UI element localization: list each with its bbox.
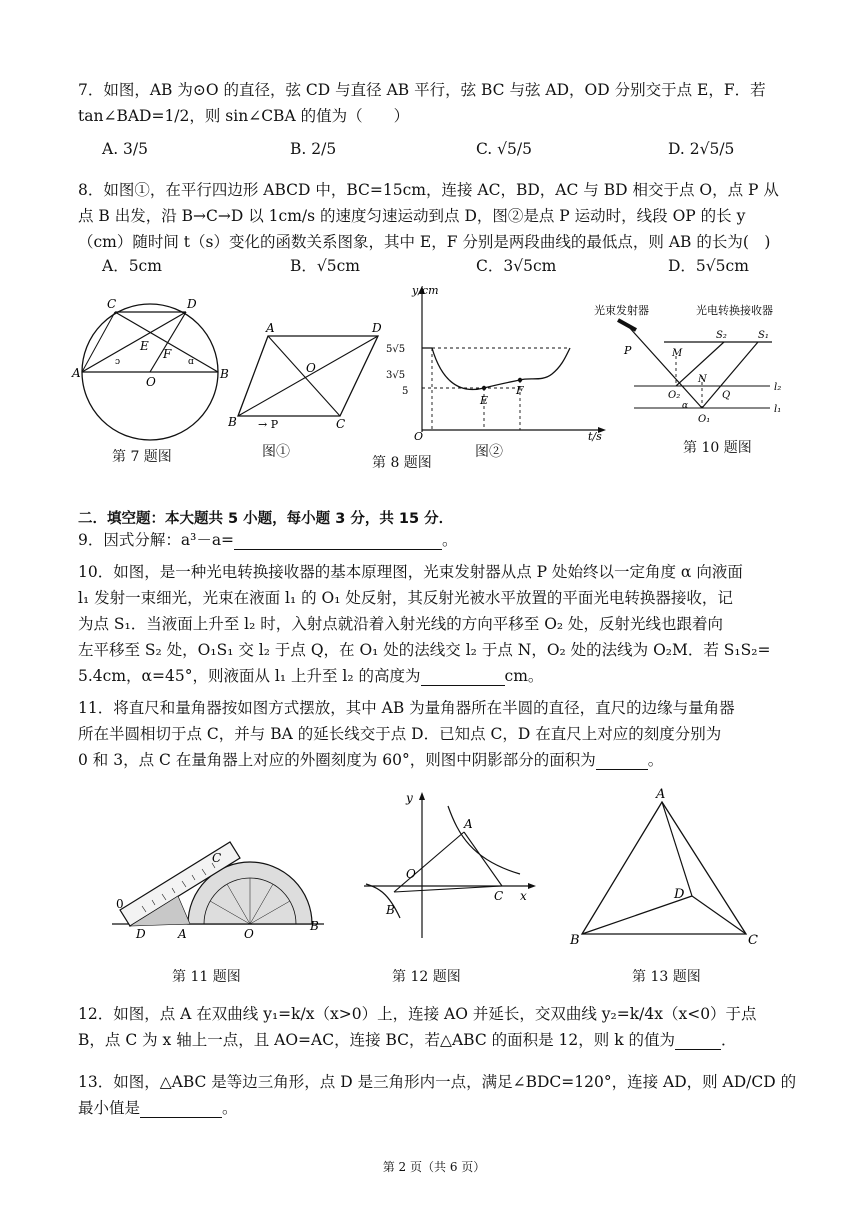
q12-answer-blank[interactable]	[675, 1033, 721, 1050]
page-footer: 第 2 页（共 6 页）	[382, 1160, 486, 1174]
svg-text:O₂: O₂	[668, 390, 681, 401]
svg-text:F: F	[163, 347, 172, 361]
svg-text:D: D	[372, 321, 382, 335]
q11-line2: 所在半圆相切于点 C，并与 BA 的延长线交于点 D．已知点 C，D 在直尺上对应的刻度分别为	[78, 725, 722, 743]
q12-line1: 12．如图，点 A 在双曲线 y₁=k/x（x>0）上，连接 AO 并延长，交双曲线 y₂=k/4x（x<0）于点	[78, 1005, 757, 1023]
q10-line1: 10．如图，是一种光电转换接收器的基本原理图，光束发射器从点 P 处始终以一定角度 α 向液面	[78, 563, 743, 581]
figure-11-caption: 第 11 题图	[172, 969, 241, 985]
svg-text:O: O	[414, 430, 424, 442]
svg-text:B: B	[310, 919, 319, 933]
svg-text:A: A	[266, 321, 275, 335]
figure-13	[568, 784, 768, 948]
figure-10-receiver-label: 光电转换接收器	[696, 304, 773, 317]
q10-line3: 为点 S₁．当液面上升至 l₂ 时，入射点就沿着入射光线的方向平移至 O₂ 处，反射光线也跟着向	[78, 615, 724, 633]
svg-text:P: P	[624, 344, 632, 357]
figure-8a	[228, 320, 398, 432]
section-fill-in-title: 二．填空题：本大题共 5 小题，每小题 3 分，共 15 分．	[78, 511, 454, 527]
q8-option-c: C．3√5cm	[476, 257, 557, 275]
figure-8b-tick-1: 5√5	[386, 344, 406, 355]
q11-answer-blank[interactable]	[596, 753, 648, 770]
svg-text:C: C	[212, 851, 222, 865]
q7-option-a: A. 3/5	[102, 140, 148, 158]
figure-8b-tick-3: 5	[402, 386, 409, 397]
figure-7	[70, 292, 240, 442]
q13-line1: 13．如图，△ABC 是等边三角形，点 D 是三角形内一点，满足∠BDC=120°，连接 AD，则 AD/CD 的	[78, 1073, 797, 1091]
q10-line2: l₁ 发射一束细光，光束在液面 l₁ 的 O₁ 处反射，其反射光被水平放置的平面光电转换器接收，记	[78, 589, 733, 607]
q13-line2-text: 最小值是	[78, 1099, 141, 1117]
svg-text:B: B	[386, 903, 395, 917]
q12-line2	[78, 1030, 737, 1050]
svg-text:E: E	[140, 339, 149, 353]
q10-line5-end: cm。	[504, 667, 544, 685]
q10-line5	[78, 666, 543, 686]
svg-text:Q: Q	[722, 390, 731, 401]
svg-text:y: y	[406, 791, 413, 805]
figure-8-caption: 第 8 题图	[372, 455, 432, 471]
svg-text:S₁: S₁	[758, 330, 769, 341]
svg-text:l₁: l₁	[774, 404, 782, 415]
q7-line2: tan∠BAD=1/2，则 sin∠CBA 的值为（ ）	[78, 107, 410, 125]
q13-answer-blank[interactable]	[140, 1101, 222, 1118]
q8-line2: 点 B 出发，沿 B→C→D 以 1cm/s 的速度匀速运动到点 D，图②是点 P 运动时，线段 OP 的长 y	[78, 207, 746, 225]
figure-10-emitter-label: 光束发射器	[594, 304, 649, 317]
svg-text:O₁: O₁	[698, 414, 711, 425]
figure-13-caption: 第 13 题图	[632, 969, 701, 985]
q9-answer-blank[interactable]	[234, 533, 442, 550]
figure-8b-ylabel: y/cm	[412, 284, 439, 297]
q10-line4: 左平移至 S₂ 处，O₁S₁ 交 l₂ 于点 Q，在 O₁ 处的法线交 l₂ 于点 N，O₂ 处的法线为 O₂M．若 S₁S₂=	[78, 641, 771, 659]
figure-7-caption: 第 7 题图	[112, 449, 172, 465]
q7-option-d: D. 2√5/5	[668, 140, 735, 158]
svg-text:B: B	[220, 367, 229, 381]
figure-8b-tick-2: 3√5	[386, 370, 406, 381]
q9-line	[78, 530, 458, 550]
svg-text:A: A	[464, 817, 473, 831]
figure-8b-caption: 图②	[475, 444, 503, 460]
svg-text:O: O	[406, 867, 416, 881]
svg-text:A: A	[656, 787, 666, 802]
q13-line2-end: 。	[222, 1099, 238, 1117]
q8-option-b: B．√5cm	[290, 257, 361, 275]
svg-text:S₂: S₂	[716, 330, 727, 341]
svg-text:D: D	[136, 927, 146, 941]
figure-12	[360, 788, 540, 942]
figure-8a-caption: 图①	[262, 444, 290, 460]
q11-line1: 11．将直尺和量角器按如图方式摆放，其中 AB 为量角器所在半圆的直径，直尺的边缘与量角器	[78, 699, 735, 717]
svg-text:F: F	[516, 384, 524, 397]
q8-line3: （cm）随时间 t（s）变化的函数关系图象，其中 E，F 分别是两段曲线的最低点，则 AB 的长为( )	[78, 233, 771, 251]
svg-text:0: 0	[116, 897, 124, 911]
svg-text:C: C	[494, 889, 504, 903]
figure-10	[594, 296, 794, 430]
svg-text:O: O	[306, 361, 316, 375]
figure-11	[112, 822, 332, 942]
svg-text:E: E	[480, 394, 489, 407]
svg-text:O: O	[244, 927, 254, 941]
q9-end: 。	[442, 531, 458, 549]
svg-text:B: B	[228, 415, 237, 429]
svg-text:D: D	[674, 887, 685, 902]
svg-text:C: C	[748, 933, 758, 948]
q8-line1: 8．如图①，在平行四边形 ABCD 中，BC=15cm，连接 AC，BD，AC 与 BD 相交于点 O，点 P 从	[78, 181, 779, 199]
figure-8b	[380, 282, 610, 442]
q7-line1: 7．如图，AB 为⊙O 的直径，弦 CD 与直径 AB 平行，弦 BC 与弦 AD，OD 分别交于点 E，F．若	[78, 81, 766, 99]
svg-text:N: N	[698, 374, 707, 385]
q11-line3-end: 。	[647, 751, 664, 769]
figure-8b-xlabel: t/s	[588, 430, 602, 442]
figure-12-caption: 第 12 题图	[392, 969, 461, 985]
q11-line3	[78, 750, 663, 770]
q10-answer-blank[interactable]	[421, 669, 505, 686]
q7-option-b: B. 2/5	[290, 140, 337, 158]
figure-10-caption: 第 10 题图	[683, 440, 752, 456]
q13-line2	[78, 1098, 238, 1118]
svg-text:l₂: l₂	[774, 382, 782, 393]
q8-option-d: D．5√5cm	[668, 257, 749, 275]
svg-text:α: α	[682, 401, 689, 411]
svg-text:A: A	[72, 366, 81, 380]
q7-option-c: C. √5/5	[476, 140, 532, 158]
q11-line3-text: 0 和 3，点 C 在量角器上对应的外圈刻度为 60°，则图中阴影部分的面积为	[78, 751, 596, 769]
svg-text:ɔ: ɔ	[115, 357, 121, 367]
svg-text:D: D	[187, 297, 197, 311]
svg-text:→ P: → P	[258, 418, 279, 431]
svg-text:A: A	[178, 927, 187, 941]
q10-line5-text: 5.4cm，α=45°，则液面从 l₁ 上升至 l₂ 的高度为	[78, 667, 421, 685]
q8-option-a: A．5cm	[102, 257, 162, 275]
svg-text:B: B	[570, 933, 580, 948]
svg-text:M: M	[672, 348, 683, 359]
svg-text:ɑ: ɑ	[188, 357, 194, 367]
svg-text:O: O	[146, 375, 156, 389]
q9-text: 9．因式分解：a³－a=	[78, 531, 235, 549]
svg-text:C: C	[336, 417, 346, 431]
svg-text:x: x	[520, 889, 527, 903]
q12-line2-text: B，点 C 为 x 轴上一点，且 AO=AC，连接 BC，若△ABC 的面积是 12，则 k 的值为	[78, 1031, 676, 1049]
svg-text:C: C	[107, 297, 117, 311]
q12-line2-end: ．	[721, 1031, 737, 1049]
